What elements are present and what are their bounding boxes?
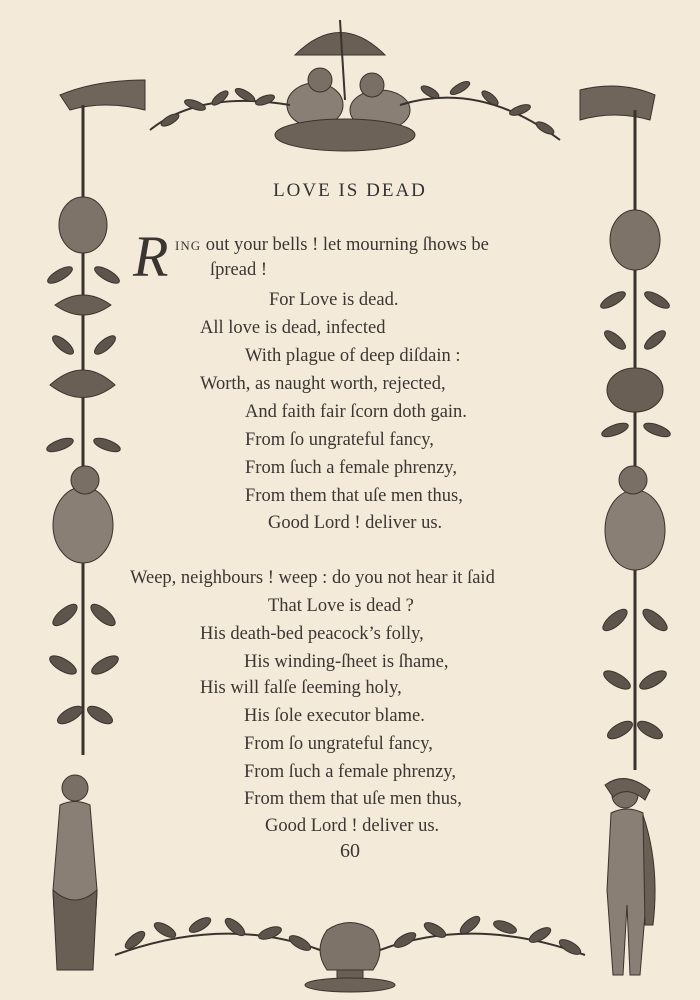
poem-line: That Love is dead ? — [268, 596, 414, 616]
poem-line: All love is dead, infected — [200, 318, 386, 338]
poem-line: From ſo ungrateful fancy, — [245, 430, 434, 450]
bottom-ornament-urn-vines — [105, 895, 595, 995]
poem-line: And faith fair ſcorn doth gain. — [245, 402, 467, 422]
poem-line: From ſuch a female phrenzy, — [245, 458, 457, 478]
poem-line: ING out your bells ! let mourning ſhows be — [175, 235, 489, 255]
poem-line: With plague of deep diſdain : — [245, 346, 461, 366]
poem-line: Good Lord ! deliver us. — [265, 816, 440, 836]
poem-line: From them that uſe men thus, — [244, 789, 462, 809]
poem-line: His will falſe ſeeming holy, — [200, 678, 402, 698]
poem-line: Good Lord ! deliver us. — [268, 513, 443, 533]
poem-line: His winding-ſheet is ſhame, — [244, 652, 449, 672]
poem-line: For Love is dead. — [269, 290, 399, 310]
small-caps-opening: ING — [175, 238, 202, 253]
poem-line: Weep, neighbours ! weep : do you not hear it ſaid — [130, 568, 495, 588]
poem-line: His death-bed peacock’s folly, — [200, 624, 424, 644]
page-number: 60 — [340, 840, 360, 862]
poem-line: His ſole executor blame. — [244, 706, 425, 726]
poem-line: From them that uſe men thus, — [245, 486, 463, 506]
right-bottom-figure — [585, 775, 670, 985]
poem-line: From ſo ungrateful fancy, — [244, 734, 433, 754]
poem-line: Worth, as naught worth, rejected, — [200, 374, 446, 394]
drop-cap: R — [133, 224, 169, 289]
poem-title: LOVE IS DEAD — [273, 180, 427, 201]
left-bottom-figure — [35, 770, 115, 980]
poem-line: ſpread ! — [210, 260, 268, 280]
top-ornament-cherubs-parasol — [140, 10, 570, 160]
poem-line: From ſuch a female phrenzy, — [244, 762, 456, 782]
